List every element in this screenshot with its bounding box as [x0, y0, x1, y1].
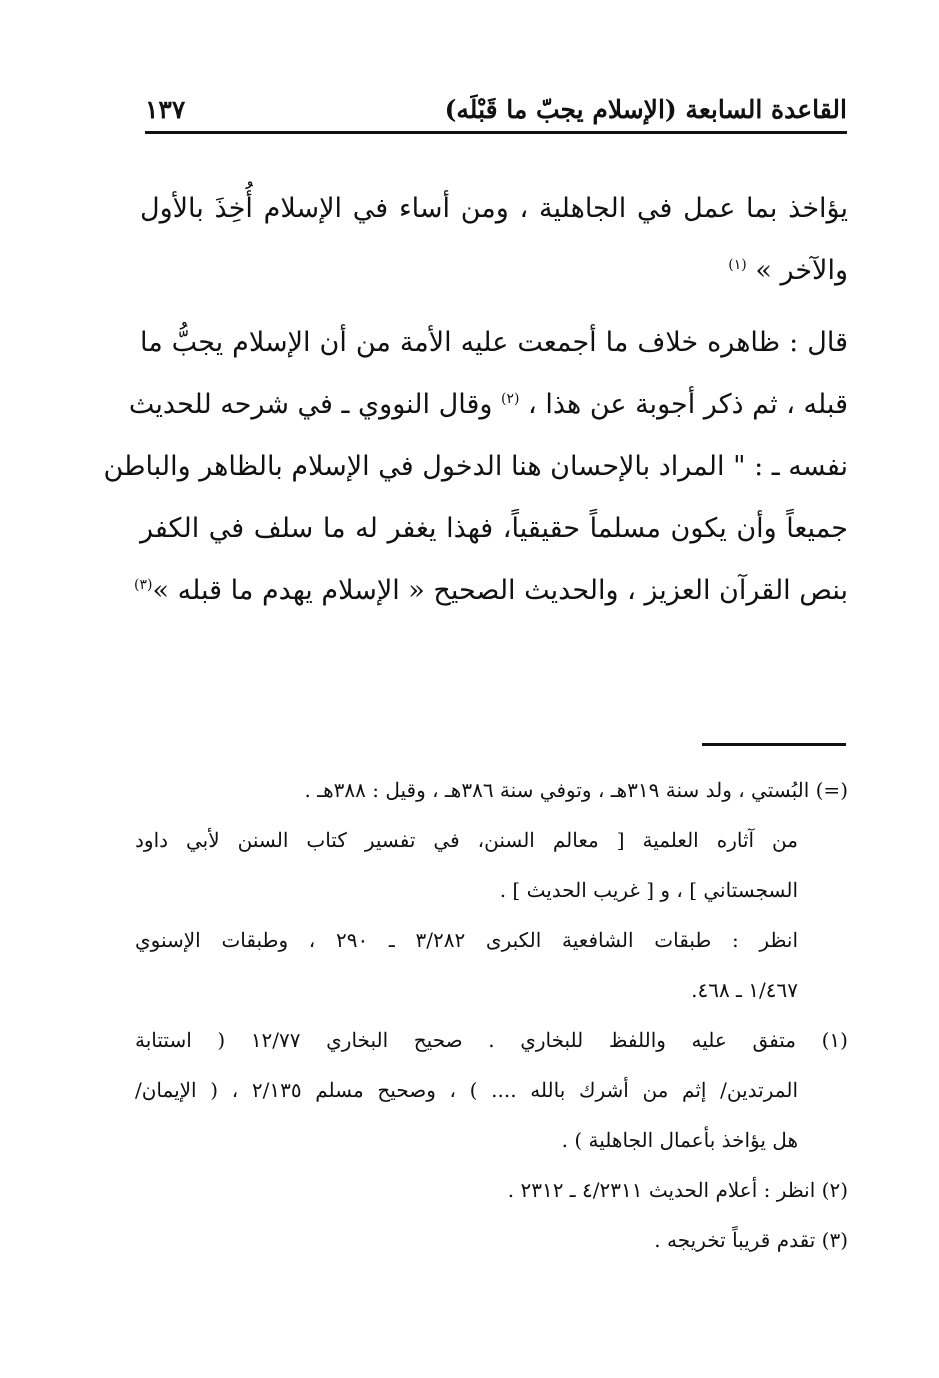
- text-line: قال : ظاهره خلاف ما أجمعت عليه الأمة من أن الإسلام يجبُّ ما: [140, 327, 848, 358]
- paragraph-gap: [140, 302, 848, 312]
- text-fragment: قبله ، ثم ذكر أجوبة عن هذا ،: [528, 389, 848, 420]
- footnote-line: من آثاره العلمية [ معالم السنن، في تفسير كتاب السنن لأبي داود: [135, 828, 798, 852]
- chapter-title: القاعدة السابعة (الإسلام يجبّ ما قَبْلَه): [444, 95, 847, 124]
- footnote-line: انظر : طبقات الشافعية الكبرى ٣/٢٨٢ ـ ٢٩٠ ، وطبقات الإسنوي: [135, 928, 798, 952]
- text-line: [140, 240, 848, 302]
- page-number: ١٣٧: [145, 95, 186, 124]
- text-line: [128, 374, 848, 436]
- footnote-marker: (١): [728, 257, 747, 273]
- header-rule: [145, 131, 847, 134]
- running-header: [145, 78, 847, 124]
- text-line: [134, 560, 848, 622]
- footnote-line: ١/٤٦٧ ـ ٤٦٨.: [691, 978, 798, 1002]
- footnote-line: هل يؤاخذ بأعمال الجاهلية ) .: [561, 1128, 798, 1152]
- footnote-marker: (٢): [500, 391, 520, 407]
- text-fragment: والآخر »: [755, 255, 848, 286]
- footnote-line: المرتدين/ إثم من أشرك بالله .... ) ، وصحيح مسلم ٢/١٣٥ ، ( الإيمان/: [135, 1078, 798, 1102]
- footnote-line: (=) البُستي ، ولد سنة ٣١٩هـ ، وتوفي سنة ٣٨٦هـ ، وقيل : ٣٨٨هـ .: [304, 778, 848, 802]
- footnote-line: السجستاني ] ، و [ غريب الحديث ] .: [499, 878, 798, 902]
- text-line: نفسه ـ : " المراد بالإحسان هنا الدخول في الإسلام بالظاهر والباطن: [103, 451, 848, 482]
- footnotes: [135, 765, 848, 1265]
- footnote-line: (٢) انظر : أعلام الحديث ٤/٢٣١١ ـ ٢٣١٢ .: [507, 1178, 848, 1202]
- footnote-marker: (٣): [134, 577, 153, 593]
- text-line: جميعاً وأن يكون مسلماً حقيقياً، فهذا يغفر له ما سلف في الكفر: [140, 513, 848, 544]
- footnote-line: (١) متفق عليه واللفظ للبخاري . صحيح البخاري ١٢/٧٧ ( استتابة: [135, 1028, 848, 1052]
- footnote-line: (٣) تقدم قريباً تخريجه .: [654, 1228, 848, 1252]
- text-line: يؤاخذ بما عمل في الجاهلية ، ومن أساء في الإسلام أُخِذَ بالأول: [140, 193, 848, 224]
- footnote-separator: [702, 743, 846, 746]
- main-text: [103, 178, 848, 622]
- text-fragment: بنص القرآن العزيز ، والحديث الصحيح « الإسلام يهدم ما قبله »: [152, 575, 848, 606]
- text-fragment: وقال النووي ـ في شرحه للحديث: [128, 389, 493, 420]
